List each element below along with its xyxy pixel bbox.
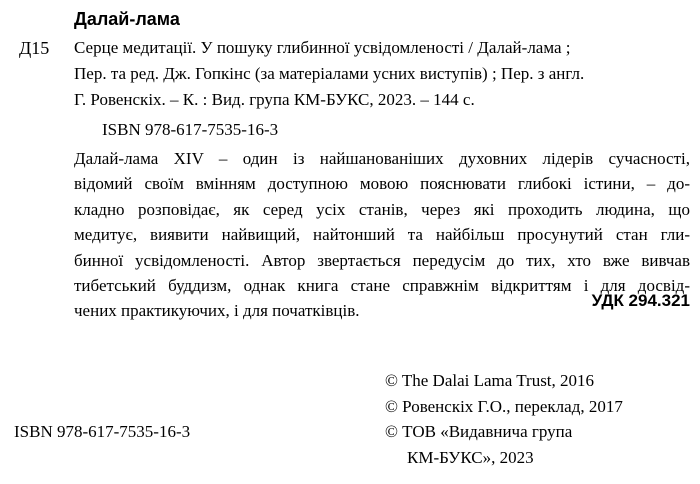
annotation-line: тибетський буддизм, однак книга стане справжнім відкриттям і для досвід- (74, 276, 690, 296)
footer-isbn: ISBN 978-617-7535-16-3 (14, 422, 191, 441)
annotation-line: медитує, виявити найвищий, найтонший та найбільш просунутий стан гли- (74, 225, 690, 245)
copyright-block (385, 368, 623, 470)
bib-line: Пер. та ред. Дж. Гопкінс (за матеріалами усних виступів) ; Пер. з англ. (74, 64, 585, 83)
copyright-line: © ТОВ «Видавнича група (385, 422, 573, 441)
annotation-line: Далай-лама XIV – один із найшанованіших духовних лідерів сучасності, (74, 149, 690, 168)
annotation-line: кладно розповідає, як серед усіх станів, через які проходить людина, що (74, 199, 690, 219)
card-isbn: ISBN 978-617-7535-16-3 (102, 120, 279, 139)
annotation-line: відомий своїм вмінням доступною мовою пояснювати глибокі істини, – до- (74, 174, 690, 194)
copyright-line: КМ-БУКС», 2023 (407, 447, 534, 467)
bib-line: Серце медитації. У пошуку глибинної усвідомленості / Далай-лама ; (74, 38, 571, 57)
annotation-line: чених практикуючих, і для початківців. (74, 301, 360, 321)
bib-line: Г. Ровенскіх. – К. : Вид. група КМ-БУКС, 2023. – 144 с. (74, 90, 475, 109)
classification-code: Д15 (19, 38, 50, 58)
copyright-line: © The Dalai Lama Trust, 2016 (385, 371, 595, 390)
copyright-line: © Ровенскіх Г.О., переклад, 2017 (385, 396, 623, 416)
author-heading: Далай-лама (74, 9, 180, 29)
annotation-line: бинної усвідомленості. Автор звертається передусім до тих, хто вже вивчав (74, 250, 690, 270)
bibliographic-description (74, 35, 584, 113)
udc-code: УДК 294.321 (591, 291, 690, 310)
